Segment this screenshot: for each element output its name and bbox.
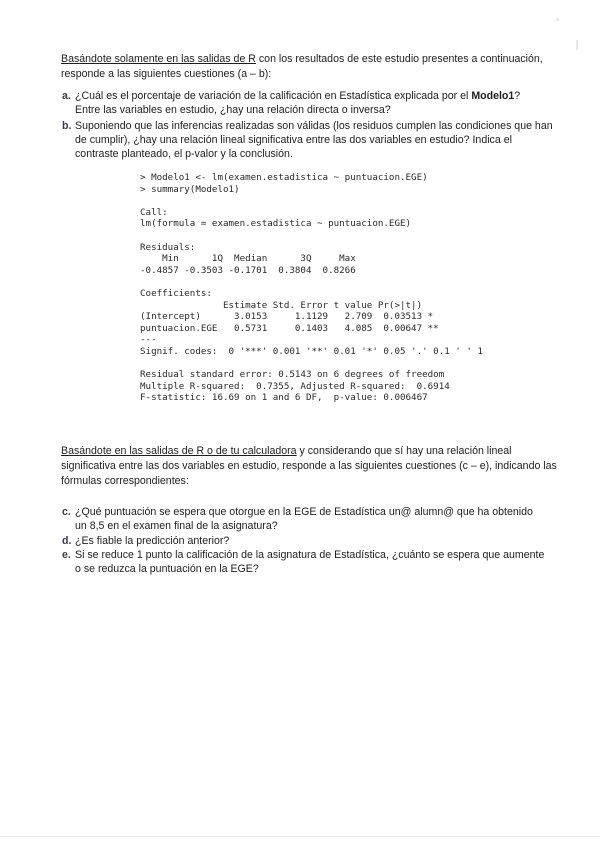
- part2-intro: [61, 444, 561, 489]
- question-label: c.: [62, 506, 71, 518]
- r-line: puntuacion.EGE 0.5731 0.1403 4.085 0.00647 **: [140, 322, 439, 334]
- part1-intro: [61, 52, 561, 82]
- r-line: Residual standard error: 0.5143 on 6 degrees of freedom: [140, 369, 445, 381]
- question-text: ¿Qué puntuación se espera que otorgue en la EGE de Estadística un@ alumn@ que ha obtenido un 8,5 en el examen final de la asignatura?: [75, 506, 533, 532]
- scan-edge: [0, 836, 600, 837]
- question-b: [0, 119, 600, 165]
- r-line: Multiple R-squared: 0.7355, Adjusted R-squared: 0.6914: [140, 380, 450, 392]
- r-line: Estimate Std. Error t value Pr(>|t|): [140, 299, 423, 311]
- scan-mark: [576, 40, 578, 50]
- r-line: [140, 276, 570, 288]
- r-line: [140, 195, 570, 207]
- r-line: > summary(Modelo1): [140, 183, 240, 195]
- question-label: a.: [62, 90, 71, 102]
- r-line: F-statistic: 16.69 on 1 and 6 DF, p-value: 0.006467: [140, 392, 428, 404]
- scan-mark: [556, 18, 559, 21]
- question-label: e.: [62, 549, 71, 561]
- part1-intro-text: con los resultados de este estudio presentes a continuación, responde a las siguientes cuestiones (a – b):: [61, 53, 543, 80]
- r-line: lm(formula = examen.estadistica ~ puntuacion.EGE): [140, 218, 412, 230]
- part2-intro-text: y considerando que sí hay una relación lineal significativa entre las dos variables en estudio, responde a las siguientes cuestiones (c – e), indicando las fórmulas correspondientes:: [61, 445, 557, 487]
- r-line: [140, 230, 570, 242]
- question-a: [0, 89, 600, 119]
- question-c: [0, 505, 600, 535]
- question-a-line2: Entre las variables en estudio, ¿hay una relación directa o inversa?: [75, 104, 391, 116]
- question-mark: ?: [514, 90, 521, 102]
- question-text: Suponiendo que las inferencias realizadas son válidas (los residuos cumplen las condiciones que han de cumplir), ¿hay una relación lineal significativa entre las dos variables en estudio? Indica el contraste planteado, el p-valor y la conclusión.: [75, 120, 553, 160]
- question-text: ¿Es fiable la predicción anterior?: [75, 535, 230, 547]
- r-line: Min 1Q Median 3Q Max: [140, 253, 356, 265]
- question-label: d.: [62, 535, 72, 547]
- r-line: Signif. codes: 0 '***' 0.001 '**' 0.01 '*' 0.05 '.' 0.1 ' ' 1: [140, 345, 483, 357]
- r-line: Residuals:: [140, 241, 196, 253]
- r-line: > Modelo1 <- lm(examen.estadistica ~ puntuacion.EGE): [140, 172, 428, 183]
- question-text: [75, 89, 555, 117]
- question-label: b.: [62, 120, 72, 132]
- r-output: [140, 172, 570, 404]
- r-line: [140, 358, 570, 370]
- question-e: [0, 548, 600, 578]
- r-line: (Intercept) 3.0153 1.1129 2.709 0.03513 *: [140, 311, 434, 323]
- r-line: -0.4857 -0.3503 -0.1701 0.3804 0.8266: [140, 264, 356, 276]
- r-line: ---: [140, 334, 157, 346]
- model-name: Modelo1: [471, 90, 515, 102]
- r-line: Coefficients:: [140, 287, 212, 299]
- part2-intro-underlined: Basándote en las salidas de R o de tu calculadora: [61, 445, 297, 457]
- question-text: Si se reduce 1 punto la calificación de la asignatura de Estadística, ¿cuánto se espera que aumente o se reduzca la puntuación en la EGE?: [75, 549, 545, 575]
- r-line: Call:: [140, 206, 168, 218]
- question-a-text: ¿Cuál es el porcentaje de variación de la calificación en Estadística explicada por el: [75, 90, 472, 102]
- part1-intro-underlined: Basándote solamente en las salidas de R: [61, 53, 256, 65]
